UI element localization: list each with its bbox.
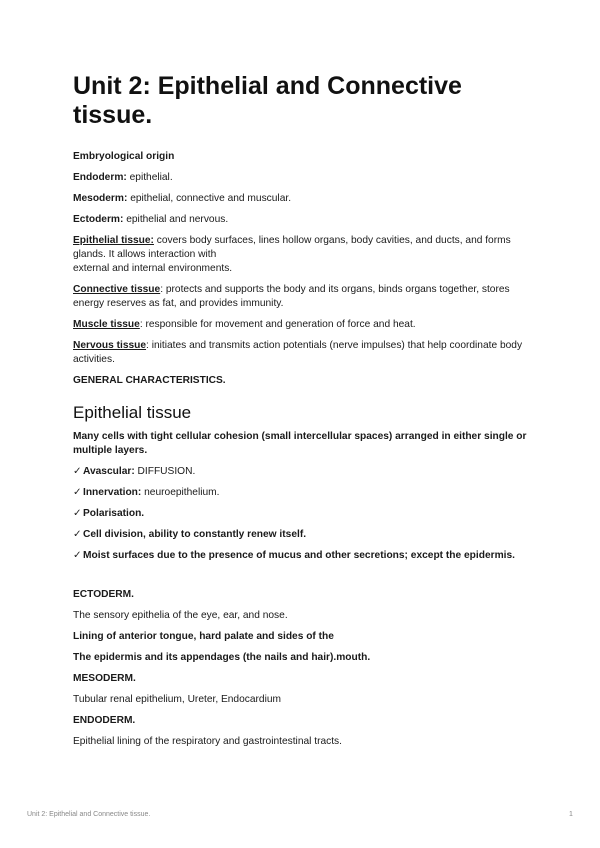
- epithelial-text-1: covers body surfaces, lines hollow organs, body cavities, and ducts, and forms glands. It allows interaction with: [73, 235, 511, 260]
- avascular-text: DIFFUSION.: [134, 466, 196, 477]
- nervous-label: Nervous tissue: [73, 340, 147, 351]
- ectoderm-line-2: Lining of anterior tongue, hard palate and sides of the: [73, 631, 334, 642]
- endoderm-line-1: Epithelial lining of the respiratory and gastrointestinal tracts.: [73, 736, 342, 747]
- document-page: [73, 72, 533, 749]
- cohesion-text: Many cells with tight cellular cohesion (small intercellular spaces) arranged in either single or multiple layers.: [73, 431, 527, 456]
- cell-division-item: [73, 528, 533, 542]
- polarisation-item: [73, 507, 533, 521]
- ectoderm-text: epithelial and nervous.: [123, 214, 229, 225]
- embryo-heading: Embryological origin: [73, 151, 175, 162]
- avascular-label: Avascular:: [83, 466, 135, 477]
- cell-division-label: Cell division, ability to constantly renew itself.: [83, 529, 307, 540]
- check-icon: ✓: [73, 529, 82, 540]
- connective-paragraph: [73, 283, 533, 311]
- nervous-paragraph: [73, 339, 533, 367]
- endoderm-line: [73, 171, 533, 185]
- endoderm-text: epithelial.: [126, 172, 173, 183]
- page-number: 1: [569, 811, 573, 818]
- avascular-item: [73, 465, 533, 479]
- check-icon: ✓: [73, 550, 82, 561]
- section-heading: Epithelial tissue: [73, 403, 192, 422]
- check-icon: ✓: [73, 508, 82, 519]
- endoderm-heading: ENDODERM.: [73, 715, 136, 726]
- ectoderm-line-3: The epidermis and its appendages (the nails and hair).mouth.: [73, 652, 371, 663]
- page-title: Unit 2: Epithelial and Connective tissue.: [73, 72, 462, 129]
- muscle-paragraph: [73, 318, 533, 332]
- footer-title: Unit 2: Epithelial and Connective tissue.: [27, 811, 151, 818]
- epithelial-label: Epithelial tissue:: [73, 235, 154, 246]
- mesoderm-text: epithelial, connective and muscular.: [127, 193, 292, 204]
- endoderm-label: Endoderm:: [73, 172, 127, 183]
- mesoderm-heading: MESODERM.: [73, 673, 136, 684]
- muscle-label: Muscle tissue: [73, 319, 140, 330]
- ectoderm-line: [73, 213, 533, 227]
- ectoderm-line-1: The sensory epithelia of the eye, ear, and nose.: [73, 610, 288, 621]
- moist-label: Moist surfaces due to the presence of mucus and other secretions; except the epidermis.: [83, 550, 515, 561]
- moist-item: [73, 549, 533, 563]
- ectoderm-heading: ECTODERM.: [73, 589, 134, 600]
- check-icon: ✓: [73, 466, 82, 477]
- check-icon: ✓: [73, 487, 82, 498]
- epithelial-text-2: external and internal environments.: [73, 263, 233, 274]
- mesoderm-line: [73, 192, 533, 206]
- mesoderm-line-1: Tubular renal epithelium, Ureter, Endocardium: [73, 694, 282, 705]
- connective-text: : protects and supports the body and its organs, binds organs together, stores energy reserves as fat, and provides immunity.: [73, 284, 510, 309]
- polarisation-label: Polarisation.: [83, 508, 145, 519]
- innervation-text: neuroepithelium.: [141, 487, 220, 498]
- innervation-label: Innervation:: [83, 487, 142, 498]
- muscle-text: : responsible for movement and generation of force and heat.: [139, 319, 416, 330]
- general-heading: GENERAL CHARACTERISTICS.: [73, 375, 226, 386]
- epithelial-paragraph: [73, 234, 533, 276]
- ectoderm-label: Ectoderm:: [73, 214, 124, 225]
- mesoderm-label: Mesoderm:: [73, 193, 128, 204]
- nervous-text: : initiates and transmits action potentials (nerve impulses) that help coordinate body activities.: [73, 340, 523, 365]
- innervation-item: [73, 486, 533, 500]
- connective-label: Connective tissue: [73, 284, 161, 295]
